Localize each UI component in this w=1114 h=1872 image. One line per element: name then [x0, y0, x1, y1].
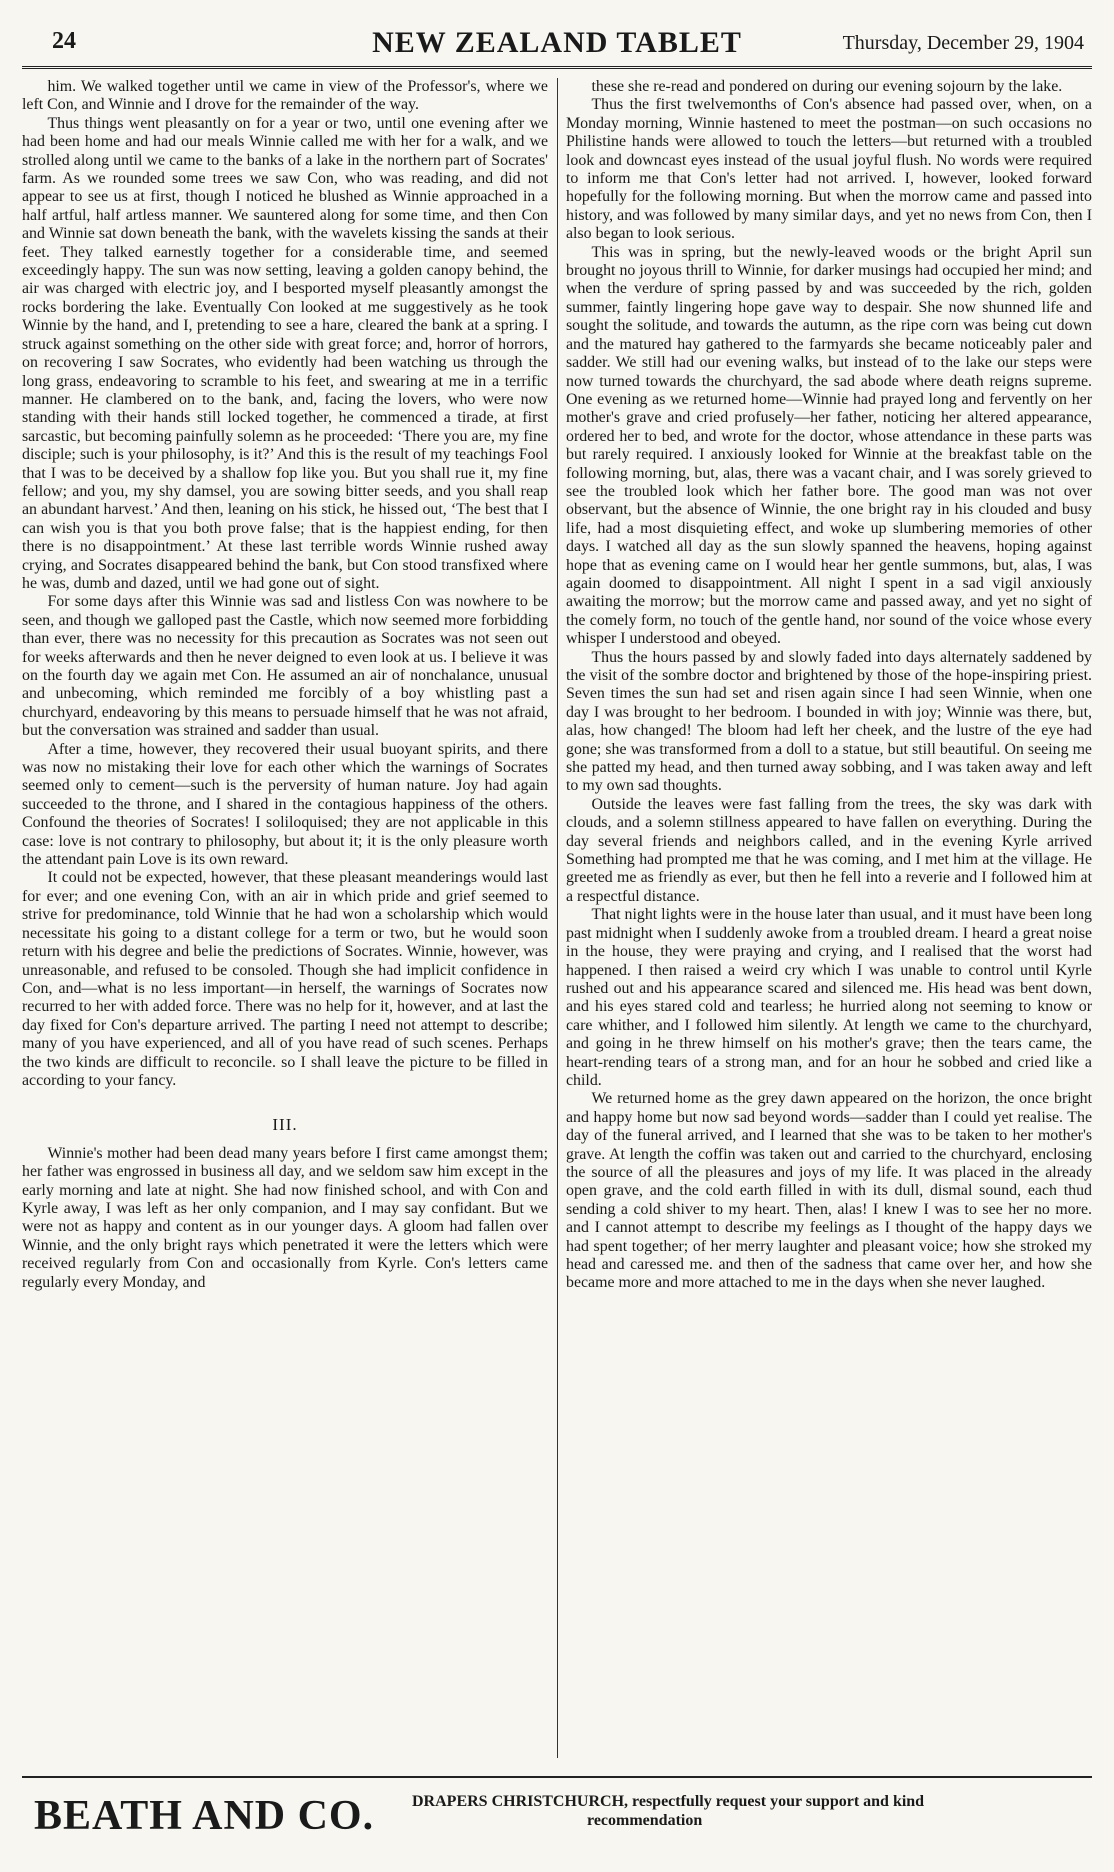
paragraph: It could not be expected, however, that these pleasant meanderings would last for ever; and one evening Con, with an air in which pride and grief seemed to strive for predominance, told Winnie that he had won a scholarship which would necessitate his going to a distant college for a term or two, but he would soon return with his degree and belie the predictions of Socrates. Winnie, however, was unreasonable, and refused to be consoled. Though she had implicit confidence in Con, and—what is no less important—in herself, the warnings of Socrates now recurred to her with added force. There was no help for it, however, and at last the day fixed for Con's departure arrived. The parting I need not attempt to describe; many of you have experienced, and all of you have read of such scenes. Perhaps the two kinds are difficult to reconcile. so I shall leave the picture to be filled in according to your fancy. — [22, 869, 548, 1089]
paragraph: Outside the leaves were fast falling from the trees, the sky was dark with clouds, and a solemn stillness appeared to have fallen on everything. During the day several friends and neighbors called, and in the evening Kyrle arrived Something had prompted me that he was coming, and I met him at the village. He greeted me as friendly as ever, but then he fell into a reverie and I followed him at a respectful distance. — [566, 795, 1092, 905]
paragraph: Thus things went pleasantly on for a year or two, until one evening after we had been home and had our meals Winnie called me with her for a walk, and we strolled along until we came to the banks of a lake in the northern part of Socrates' farm. As we rounded some trees we saw Con, who was reading, and did not appear to see us at first, though I noticed he blushed as Winnie approached in a half artful, half artless manner. We sauntered along for some time, and then Con and Winnie sat down beneath the bank, with the wavelets kissing the sands at their feet. They talked earnestly together for a considerable time, and seemed exceedingly happy. The sun was now setting, leaving a golden canopy behind, the air was charged with electric joy, and I besported myself pleasantly amongst the rocks bordering the lake. Eventually Con looked at me suggestively as he took Winnie by the hand, and I, pretending to see a hare, cleared the bank at a spring. I struck against something on the other side with great force; and, horror of horrors, on recovering I saw Socrates, who evidently had been watching us through the long grass, endeavoring to scramble to his feet, and swearing at me in a terrific manner. He clambered on to the bank, and, facing the lovers, who were now standing with their hands still locked together, he commenced a tirade, at first sarcastic, but becoming painfully solemn as he proceeded: ‘There you are, my fine disciple; such is your philosophy, is it?’ And this is the result of my teachings Fool that I was to be deceived by a shallow fop like you. But you shall rue it, my fine fellow; and you, my shy damsel, you are sowing bitter seeds, and you shall reap an abundant harvest.’ And then, leaning on his stick, he hissed out, ‘The best that I can wish you is that you both prove false; that is the happiest ending, for then there is no disappointment.’ At these last terrible words Winnie rushed away crying, and Socrates disappeared behind the bank, but Con stood transfixed where he was, dumb and dazed, until we had gone out of sight. — [22, 114, 548, 592]
page-number: 24 — [52, 28, 76, 54]
page-header — [22, 20, 1092, 69]
paragraph: For some days after this Winnie was sad and listless Con was nowhere to be seen, and though we galloped past the Castle, which now seemed more forbidding than ever, there was no necessity for this precaution as Socrates was not seen out for weeks afterwards and then he never deigned to even look at us. I believe it was on the fourth day we again met Con. He assumed an air of nonchalance, unusual and unbecoming, which reminded me forcibly of a boy whistling past a churchyard, endeavoring by this means to persuade himself that he was not afraid, but the conversation was strained and sadder than usual. — [22, 593, 548, 740]
paragraph: This was in spring, but the newly-leaved woods or the bright April sun brought no joyous thrill to Winnie, for darker musings had occupied her mind; and when the verdure of spring passed by and was succeeded by the rich, golden summer, faintly lingering hope gave way to despair. She now shunned life and sought the solitude, and towards the autumn, as the ripe corn was being cut down and the matured hay gathered to the farmyards she became noticeably paler and sadder. We still had our evening walks, but instead of to the lake our steps were now turned towards the churchyard, the sad abode where death reigns supreme. One evening as we returned home—Winnie had prayed long and fervently on her mother's grave and cried profusely—her father, noticing her altered appearance, ordered her to bed, and wrote for the doctor, whose attendance in these parts was but rarely required. I anxiously looked for Winnie at the breakfast table on the following morning, but, alas, there was a vacant chair, and I was sorely grieved to see the troubled look which her father bore. The good man was not over observant, but the absence of Winnie, the one bright ray in his clouded and busy life, had a most disquieting effect, and woke up slumbering memories of other days. I watched all day as the sun slowly spanned the heavens, hoping against hope that as evening came on I would hear her gentle summons, but, alas, I was again doomed to disappointment. All night I spent in a sad vigil anxiously awaiting the morrow; but the morrow came and passed away, and yet no sight of the comely form, no touch of the gentle hand, nor sound of the voice whose every whisper I understood and obeyed. — [566, 243, 1092, 648]
masthead-title: NEW ZEALAND TABLET — [372, 26, 742, 59]
ad-tagline — [412, 1792, 1062, 1830]
section-heading: III. — [272, 1115, 298, 1135]
ad-brand: BEATH AND CO. — [34, 1793, 375, 1839]
paragraph: That night lights were in the house later than usual, and it must have been long past midnight when I suddenly awoke from a troubled dream. I heard a great noise in the house, they were praying and crying, and I realised that the worst had happened. I then raised a weird cry which I was unable to control until Kyrle rushed out and his appearance scared and silenced me. His head was bent down, and his eyes stared cold and tearless; he hurried along not seeming to know or care whither, and I followed him silently. At length we came to the churchyard, and going in he threw himself on his mother's grave; then the tears came, the heart-rending tears of a strong man, and for an hour he sobbed and cried like a child. — [566, 906, 1092, 1089]
article-columns — [22, 78, 1092, 1758]
advertisement-banner — [22, 1776, 1092, 1854]
paragraph: Thus the hours passed by and slowly faded into days alternately saddened by the visit of the sombre doctor and brightened by those of the hope-inspiring priest. Seven times the sun had set and risen again since I had seen Winnie, when one day I was brought to her bedroom. I bounded in with joy; Winnie was there, but, alas, how changed! The bloom had left her cheek, and the lustre of the eye had gone; she was transformed from a doll to a statue, but still beautiful. On seeing me she patted my head, and then turned away sobbing, and I was taken away and left to my own sad thoughts. — [566, 648, 1092, 795]
paragraph: these she re-read and pondered on during our evening sojourn by the lake. — [591, 78, 1063, 95]
left-column — [22, 78, 548, 1758]
paragraph: Winnie's mother had been dead many years before I first came amongst them; her father was engrossed in business all day, and we seldom saw him except in the early morning and late at night. She had now finished school, and with Con and Kyrle away, I was left as her only companion, and I may say confidant. But we were not as happy and content as in our younger days. A gloom had fallen over Winnie, and the only bright rays which penetrated it were the letters which were received regularly from Con and occasionally from Kyrle. Con's letters came regularly every Monday, and — [22, 1144, 548, 1291]
newspaper-page — [22, 20, 1092, 1852]
paragraph: We returned home as the grey dawn appeared on the horizon, the once bright and happy home but now sad beyond words—sadder than I could yet realise. The day of the funeral arrived, and I learned that she was to be taken to her mother's grave. At length the coffin was taken out and carried to the churchyard, enclosing the source of all the pleasures and joys of my life. It was placed in the already open grave, and the cold earth filled in with its dull, dismal sound, each thud sending a cold shiver to my heart. Then, alas! I knew I was to see her no more. and I cannot attempt to describe my feelings as I thought of the happy days we had spent together; of her merry laughter and pleasant voice; how she stroked my head and caressed me. and then of the sadness that came over her, and how she became more and more attached to me in the days when she never laughed. — [566, 1090, 1092, 1292]
paragraph: After a time, however, they recovered their usual buoyant spirits, and there was now no mistaking their love for each other which the warnings of Socrates seemed only to cement—such is the perversity of human nature. Joy had again succeeded to the throne, and I shared in the contagious happiness of the others. Confound the theories of Socrates! I soliloquised; they are not applicable in this case: love is not contrary to philosophy, but about it; it is the only pleasure worth the attendant pain Love is its own reward. — [22, 740, 548, 869]
right-column — [566, 78, 1092, 1758]
column-divider — [557, 78, 558, 1758]
paragraph: him. We walked together until we came in view of the Professor's, where we left Con, and Winnie and I drove for the remainder of the way. — [22, 78, 548, 114]
ad-tagline-line1: DRAPERS CHRISTCHURCH, respectfully request your support and kind — [412, 1793, 925, 1810]
paragraph: Thus the first twelvemonths of Con's absence had passed over, when, on a Monday morning, Winnie hastened to meet the postman—on such occasions no Philistine hands were allowed to touch the letters—but returned with a troubled look and downcast eyes instead of the usual joyful flush. No words were required to inform me that Con's letter had not arrived. I, however, looked forward hopefully for the following morning. But when the morrow came and passed into history, and was followed by many similar days, and yet no news from Con, then I also began to look serious. — [566, 96, 1092, 243]
ad-tagline-line2: recommendation — [587, 1812, 703, 1829]
issue-date: Thursday, December 29, 1904 — [842, 32, 1084, 54]
